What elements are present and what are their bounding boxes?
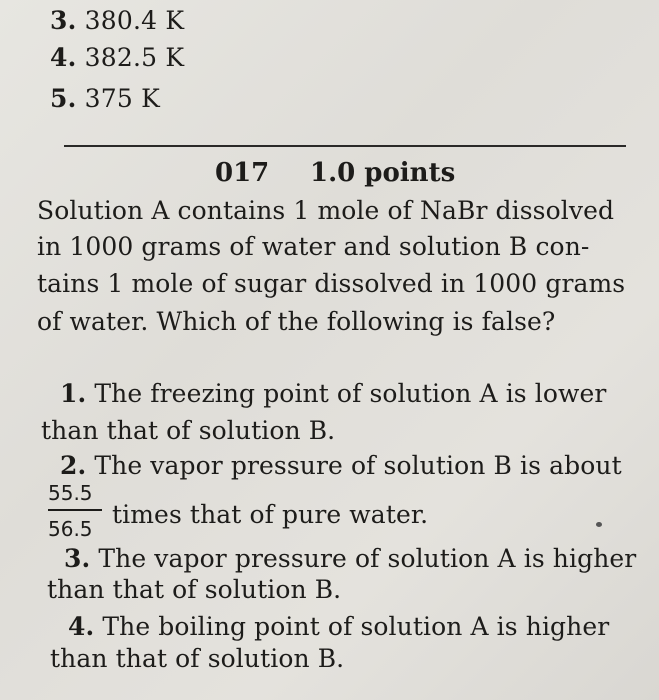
answer-option-3-continuation: than that of solution B.: [47, 575, 342, 604]
choice-number: 4.: [50, 43, 77, 72]
choice-number: 5.: [50, 84, 77, 113]
fraction-numerator: 55.5: [48, 481, 93, 505]
answer-text: The boiling point of solution A is higher: [102, 612, 610, 641]
stray-mark: [596, 522, 602, 527]
answer-option-2-continuation: times that of pure water.: [112, 500, 429, 529]
answer-option-4[interactable]: [68, 612, 609, 641]
previous-choice-3[interactable]: [50, 6, 184, 35]
fraction-denominator: 56.5: [48, 517, 93, 541]
answer-text: The freezing point of solution A is lower: [94, 379, 607, 408]
answer-text: The vapor pressure of solution B is about: [94, 451, 622, 480]
choice-number: 3.: [50, 6, 77, 35]
answer-text: The vapor pressure of solution A is higher: [98, 544, 637, 573]
choice-text: 380.4 K: [84, 6, 185, 35]
question-points: 1.0 points: [310, 158, 456, 188]
answer-number: 2.: [60, 451, 87, 480]
fraction-bar: [48, 509, 102, 511]
answer-option-2[interactable]: [60, 451, 622, 480]
question-stem-line: of water. Which of the following is false?: [37, 307, 556, 336]
previous-choice-4[interactable]: [50, 43, 184, 72]
answer-option-4-continuation: than that of solution B.: [50, 644, 345, 673]
question-stem-line: in 1000 grams of water and solution B con-: [37, 232, 590, 261]
answer-option-1[interactable]: [60, 379, 606, 408]
answer-option-1-continuation: than that of solution B.: [41, 416, 336, 445]
question-stem-line: tains 1 mole of sugar dissolved in 1000 grams: [37, 269, 626, 298]
divider-rule: [64, 145, 626, 147]
answer-number: 4.: [68, 612, 95, 641]
answer-number: 3.: [64, 544, 91, 573]
answer-number: 1.: [60, 379, 87, 408]
question-stem-line: Solution A contains 1 mole of NaBr dissolved: [37, 196, 615, 225]
answer-option-3[interactable]: [64, 544, 636, 573]
choice-text: 375 K: [84, 84, 160, 113]
question-number: 017: [215, 158, 270, 188]
previous-choice-5[interactable]: [50, 84, 160, 113]
choice-text: 382.5 K: [84, 43, 185, 72]
